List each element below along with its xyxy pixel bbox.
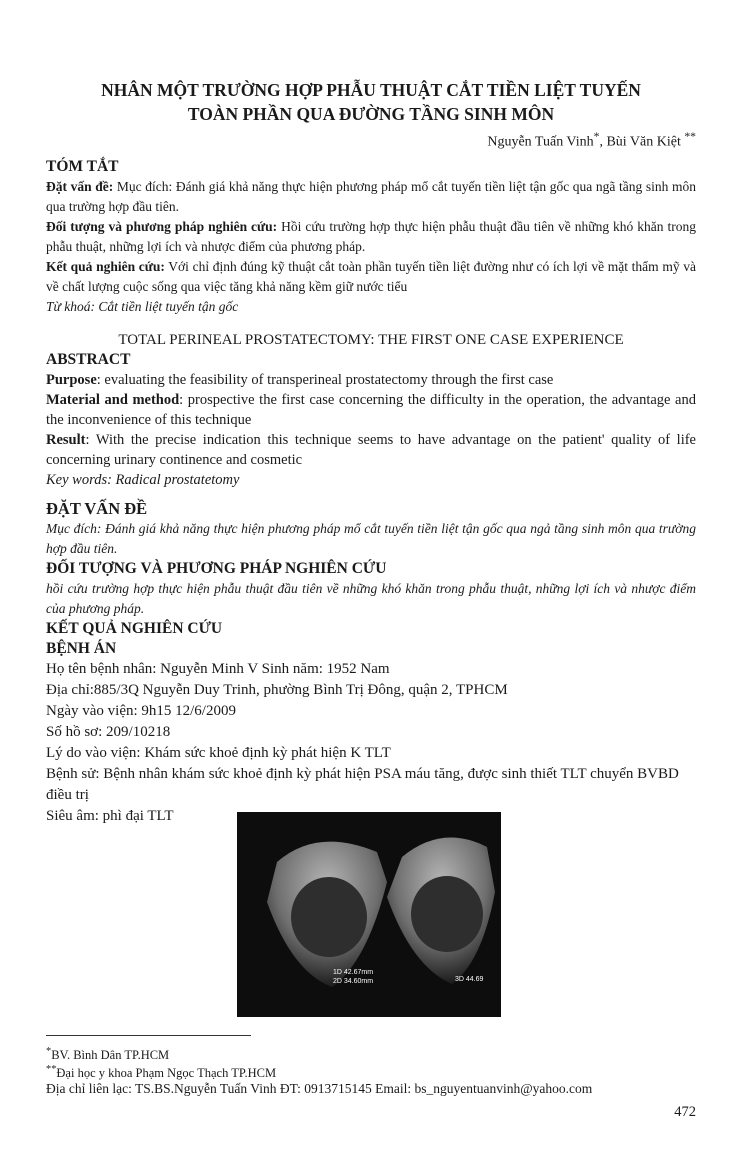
methods-heading: ĐỐI TƯỢNG VÀ PHƯƠNG PHÁP NGHIÊN CỨU	[46, 559, 387, 577]
paper-title-line-1: NHÂN MỘT TRƯỜNG HỢP PHẪU THUẬT CẮT TIỀN LIỆT TUYẾN	[101, 80, 641, 100]
vn-results-label: Kết quả nghiên cứu:	[46, 258, 165, 274]
footnote-1-text: BV. Bình Dân TP.HCM	[51, 1048, 170, 1063]
author-1-mark: *	[593, 130, 600, 143]
contact-info: Địa chỉ liên lạc: TS.BS.Nguyễn Tuấn Vinh ĐT: 0913715145 Email: bs_nguyentuanvinh@yahoo.com	[46, 1081, 593, 1096]
footnote-2	[46, 1062, 276, 1081]
english-abstract-heading: ABSTRACT	[46, 350, 131, 368]
en-method	[46, 390, 696, 430]
case-record: Số hồ sơ: 209/10218	[46, 723, 171, 740]
vn-keywords: Từ khoá: Cắt tiền liệt tuyến tận gốc	[46, 298, 239, 314]
author-2-mark: **	[684, 130, 696, 143]
en-keywords: Key words: Radical prostatetomy	[46, 471, 240, 488]
en-result-text: : With the precise indication this technique seems to have advantage on the patient' quality of life concerning urinary continence and cosmetic	[46, 431, 696, 468]
ultrasound-label-1: 1D 42.67mm	[333, 969, 374, 976]
ultrasound-image	[237, 812, 501, 1017]
author-1: Nguyễn Tuấn Vinh	[487, 134, 594, 150]
ultrasound-label-3: 3D 44.69	[455, 976, 484, 983]
footnote-2-mark: **	[46, 1064, 57, 1075]
vn-abstract-intro	[46, 177, 696, 217]
en-purpose-text: : evaluating the feasibility of transperineal prostatectomy through the first case	[96, 371, 554, 388]
footnote-2-text: Đại học y khoa Phạm Ngọc Thạch TP.HCM	[56, 1066, 277, 1081]
intro-text: Mục đích: Đánh giá khả năng thực hiện phương pháp mổ cắt tuyến tiền liệt tận gốc qua ngả tầng sinh môn qua trường hợp đầu tiên.	[46, 520, 696, 556]
paper-title-line-2: TOÀN PHẦN QUA ĐƯỜNG TẦNG SINH MÔN	[187, 104, 555, 124]
case-address: Địa chỉ:885/3Q Nguyễn Duy Trinh, phường Bình Trị Đông, quận 2, TPHCM	[46, 681, 508, 698]
methods-text: hồi cứu trường hợp thực hiện phẫu thuật đầu tiên về những khó khăn trong phẫu thuật, những lợi ích và nhược điểm của phương pháp.	[46, 580, 696, 616]
vn-results-text: Với chỉ định đúng kỹ thuật cắt toàn phần tuyến tiền liệt đường như có ích lợi về mặt thẩm mỹ và về chất lượng cuộc sống qua việc tăng khả năng kềm giữ nước tiểu	[46, 258, 696, 294]
en-result	[46, 430, 696, 470]
ultrasound-left-prostate	[291, 877, 367, 957]
vn-abstract-results	[46, 257, 696, 297]
case-heading: BỆNH ÁN	[46, 639, 117, 657]
authors: Nguyễn Tuấn Vinh*, Bùi Văn Kiệt **	[487, 130, 696, 150]
case-ultrasound: Siêu âm: phì đại TLT	[46, 807, 174, 824]
case-name: Họ tên bệnh nhân: Nguyễn Minh V Sinh năm: 1952 Nam	[46, 660, 390, 677]
vn-intro-label: Đặt vấn đề:	[46, 178, 114, 194]
en-result-label: Result	[46, 431, 86, 448]
en-purpose-label: Purpose	[46, 371, 97, 388]
case-history: Bệnh sử: Bệnh nhân khám sức khoẻ định kỳ phát hiện PSA máu tăng, được sinh thiết TLT chuyển BVBD điều trị	[46, 765, 679, 803]
footnote-divider	[46, 1035, 251, 1036]
en-method-label: Material and method	[46, 391, 180, 408]
footnote-1	[46, 1044, 169, 1063]
english-title: TOTAL PERINEAL PROSTATECTOMY: THE FIRST ONE CASE EXPERIENCE	[118, 331, 624, 348]
intro-heading: ĐẶT VẤN ĐỀ	[46, 498, 148, 518]
page-number: 472	[674, 1104, 696, 1120]
paper-body	[46, 78, 696, 827]
vn-intro-text: Mục đích: Đánh giá khả năng thực hiện phương pháp mổ cắt tuyến tiền liệt tận gốc qua ngã tầng sinh môn qua trường hợp đầu tiên.	[46, 178, 697, 214]
en-method-text: : prospective the first case concerning the difficulty in the operation, the advantage and the inconvenience of this technique	[46, 391, 696, 428]
ultrasound-right-prostate	[411, 876, 483, 952]
vn-methods-text: Hồi cứu trường hợp thực hiện phẫu thuật đầu tiên về những khó khăn trong phẫu thuật, những lợi ích và nhược điểm của phương pháp.	[46, 218, 696, 254]
vn-abstract-heading: TÓM TẮT	[46, 157, 119, 175]
vn-abstract-methods	[46, 217, 696, 257]
vn-methods-label: Đối tượng và phương pháp nghiên cứu:	[46, 218, 278, 234]
results-heading: KẾT QUẢ NGHIÊN CỨU	[46, 619, 223, 637]
case-admission: Ngày vào viện: 9h15 12/6/2009	[46, 702, 236, 719]
case-reason: Lý do vào viện: Khám sức khoẻ định kỳ phát hiện K TLT	[46, 744, 391, 761]
en-purpose	[46, 370, 696, 390]
ultrasound-label-2: 2D 34.60mm	[333, 978, 374, 985]
author-2: Bùi Văn Kiệt	[606, 134, 681, 150]
footnote-1-mark: *	[46, 1046, 52, 1057]
